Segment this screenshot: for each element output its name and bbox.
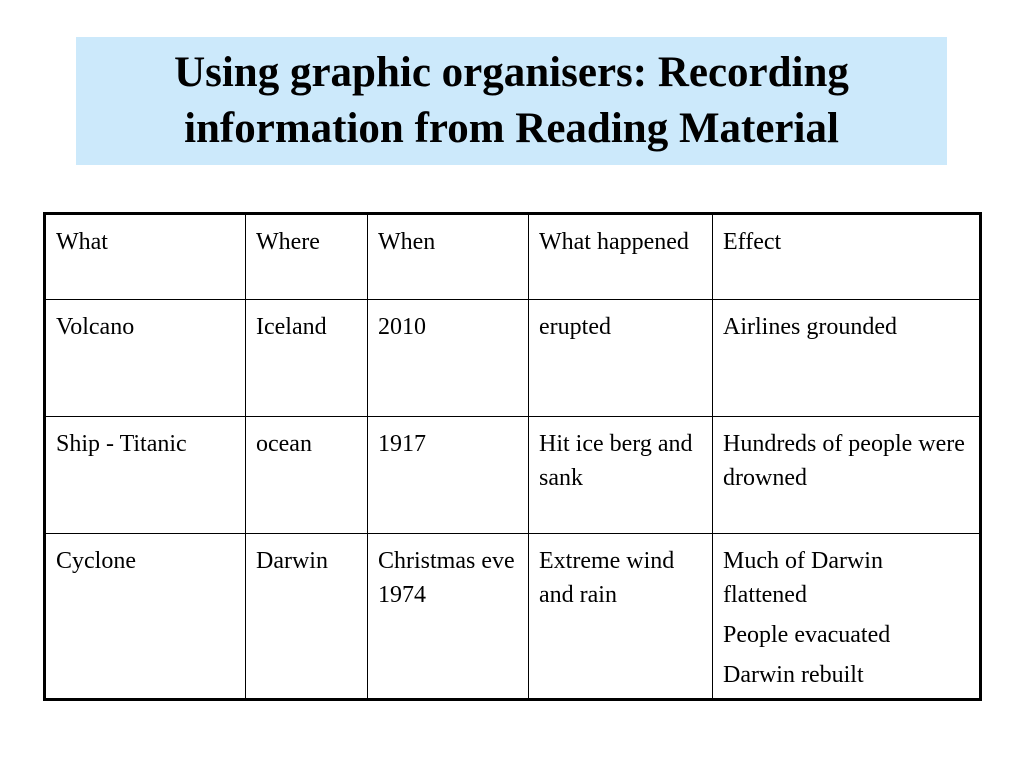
- cell-when: Christmas eve 1974: [368, 534, 529, 700]
- cell-what-happened: erupted: [529, 300, 713, 417]
- cell-when: 2010: [368, 300, 529, 417]
- header-when: When: [368, 214, 529, 300]
- title-line-1: Using graphic organisers: Recording: [174, 49, 849, 96]
- cell-what: Volcano: [45, 300, 246, 417]
- cell-what: Ship - Titanic: [45, 417, 246, 534]
- cell-what-happened: Extreme wind and rain: [529, 534, 713, 700]
- title-line-2: information from Reading Material: [184, 105, 839, 152]
- effect-line: Airlines grounded: [723, 314, 897, 340]
- table-row: [45, 300, 981, 417]
- header-what: What: [45, 214, 246, 300]
- effect-line: Hundreds of people were drowned: [723, 431, 965, 491]
- effect-line: Darwin rebuilt: [723, 662, 864, 688]
- table-row: [45, 417, 981, 534]
- cell-where: ocean: [246, 417, 368, 534]
- cell-what: Cyclone: [45, 534, 246, 700]
- cell-effect: [713, 417, 981, 534]
- header-what-happened: What happened: [529, 214, 713, 300]
- effect-line: Much of Darwin flattened: [723, 548, 883, 608]
- cell-where: Iceland: [246, 300, 368, 417]
- title-banner: [76, 37, 947, 165]
- header-where: Where: [246, 214, 368, 300]
- cell-what-happened: Hit ice berg and sank: [529, 417, 713, 534]
- cell-when: 1917: [368, 417, 529, 534]
- table-row: [45, 534, 981, 700]
- graphic-organiser-table: [43, 212, 982, 701]
- cell-where: Darwin: [246, 534, 368, 700]
- cell-effect: [713, 534, 981, 700]
- effect-line: People evacuated: [723, 622, 891, 648]
- cell-effect: [713, 300, 981, 417]
- table-header-row: [45, 214, 981, 300]
- header-effect: Effect: [713, 214, 981, 300]
